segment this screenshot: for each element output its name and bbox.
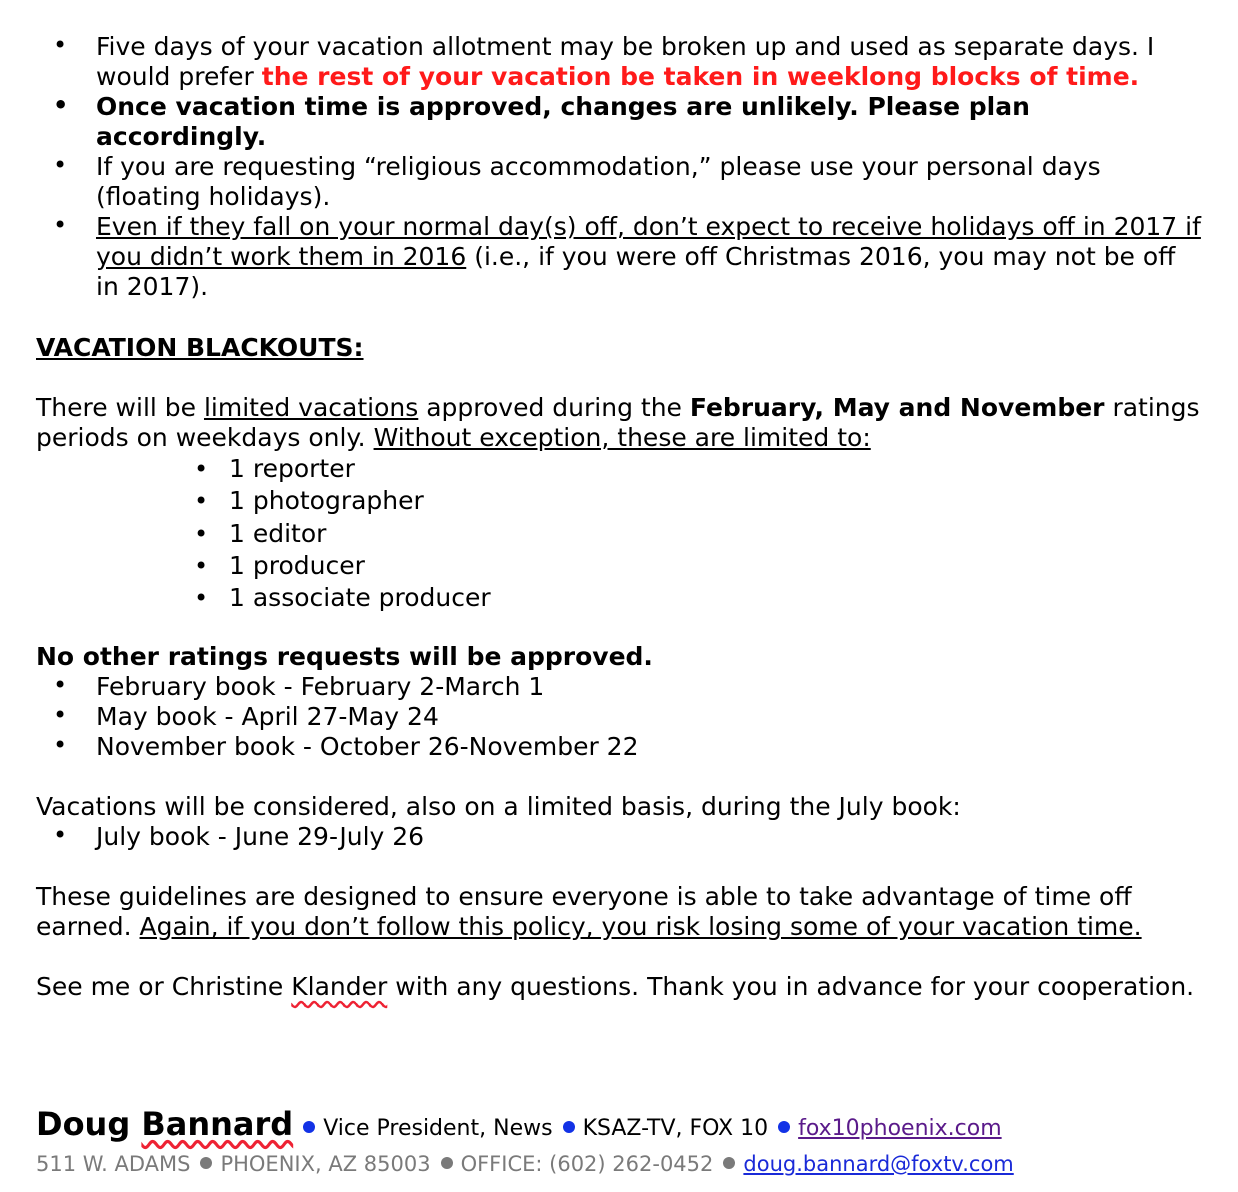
july-intro: Vacations will be considered, also on a limited basis, during the July book:: [36, 792, 961, 822]
no-other-requests: No other ratings requests will be approved.: [36, 642, 653, 672]
list-item: • February book - February 2-March 1: [36, 672, 1206, 702]
vacation-rules-list: [36, 32, 1206, 302]
bullet-dot-icon: [200, 1157, 212, 1169]
july-book-list: [36, 822, 1206, 852]
website-link[interactable]: fox10phoenix.com: [798, 1116, 1002, 1141]
guidelines-paragraph: These guidelines are designed to ensure everyone is able to take advantage of time off earned. Again, if you don’t follow this policy, you risk losing some of your vacation time.: [36, 882, 1142, 942]
questions-paragraph: See me or Christine Klander with any questions. Thank you in advance for your cooperation.: [36, 972, 1195, 1002]
bullet-dot-icon: [563, 1121, 575, 1133]
document-body: [36, 32, 1206, 1002]
list-item: • 1 photographer: [36, 485, 1206, 517]
bullet-dot-icon: [441, 1157, 453, 1169]
bullet-dot-icon: [778, 1121, 790, 1133]
list-item: • If you are requesting “religious accommodation,” please use your personal days (floating holidays).: [36, 152, 1206, 212]
limits-list: [36, 453, 1206, 614]
list-item: • 1 editor: [36, 518, 1206, 550]
list-item: • Once vacation time is approved, changes are unlikely. Please plan accordingly.: [36, 92, 1206, 152]
ratings-books-list: [36, 672, 1206, 762]
red-emphasis: the rest of your vacation be taken in weeklong blocks of time.: [261, 62, 1140, 91]
signature-city: PHOENIX, AZ 85003: [220, 1152, 431, 1176]
list-item: • Five days of your vacation allotment may be broken up and used as separate days. I would prefer the rest of your vacation be taken in weeklong blocks of time.: [36, 32, 1206, 92]
signature-address: 511 W. ADAMS: [36, 1152, 191, 1176]
signature-title: Vice President, News: [323, 1116, 553, 1141]
list-item: • Even if they fall on your normal day(s) off, don’t expect to receive holidays off in 2017 if you didn’t work them in 2016 (i.e., if you were off Christmas 2016, you may not be off in 2017).: [36, 212, 1206, 302]
bullet-dot-icon: [723, 1157, 735, 1169]
email-link[interactable]: doug.bannard@foxtv.com: [743, 1152, 1014, 1176]
misspelled-word: Klander: [291, 972, 388, 1002]
list-item: • July book - June 29-July 26: [36, 822, 1206, 852]
section-heading: VACATION BLACKOUTS:: [36, 333, 364, 362]
list-item: • May book - April 27-May 24: [36, 702, 1206, 732]
list-item: • 1 reporter: [36, 453, 1206, 485]
signature-station: KSAZ-TV, FOX 10: [582, 1116, 769, 1141]
email-signature: [36, 1104, 1226, 1179]
bullet-dot-icon: [303, 1121, 315, 1133]
list-item: • 1 associate producer: [36, 582, 1206, 614]
list-item: • 1 producer: [36, 550, 1206, 582]
list-item: • November book - October 26-November 22: [36, 732, 1206, 762]
signature-office-phone: OFFICE: (602) 262-0452: [460, 1152, 714, 1176]
blackout-intro: There will be limited vacations approved during the February, May and November ratings periods on weekdays only. Without exception, these are limited to:: [36, 393, 1200, 452]
signature-name: Doug Bannard: [36, 1105, 294, 1143]
